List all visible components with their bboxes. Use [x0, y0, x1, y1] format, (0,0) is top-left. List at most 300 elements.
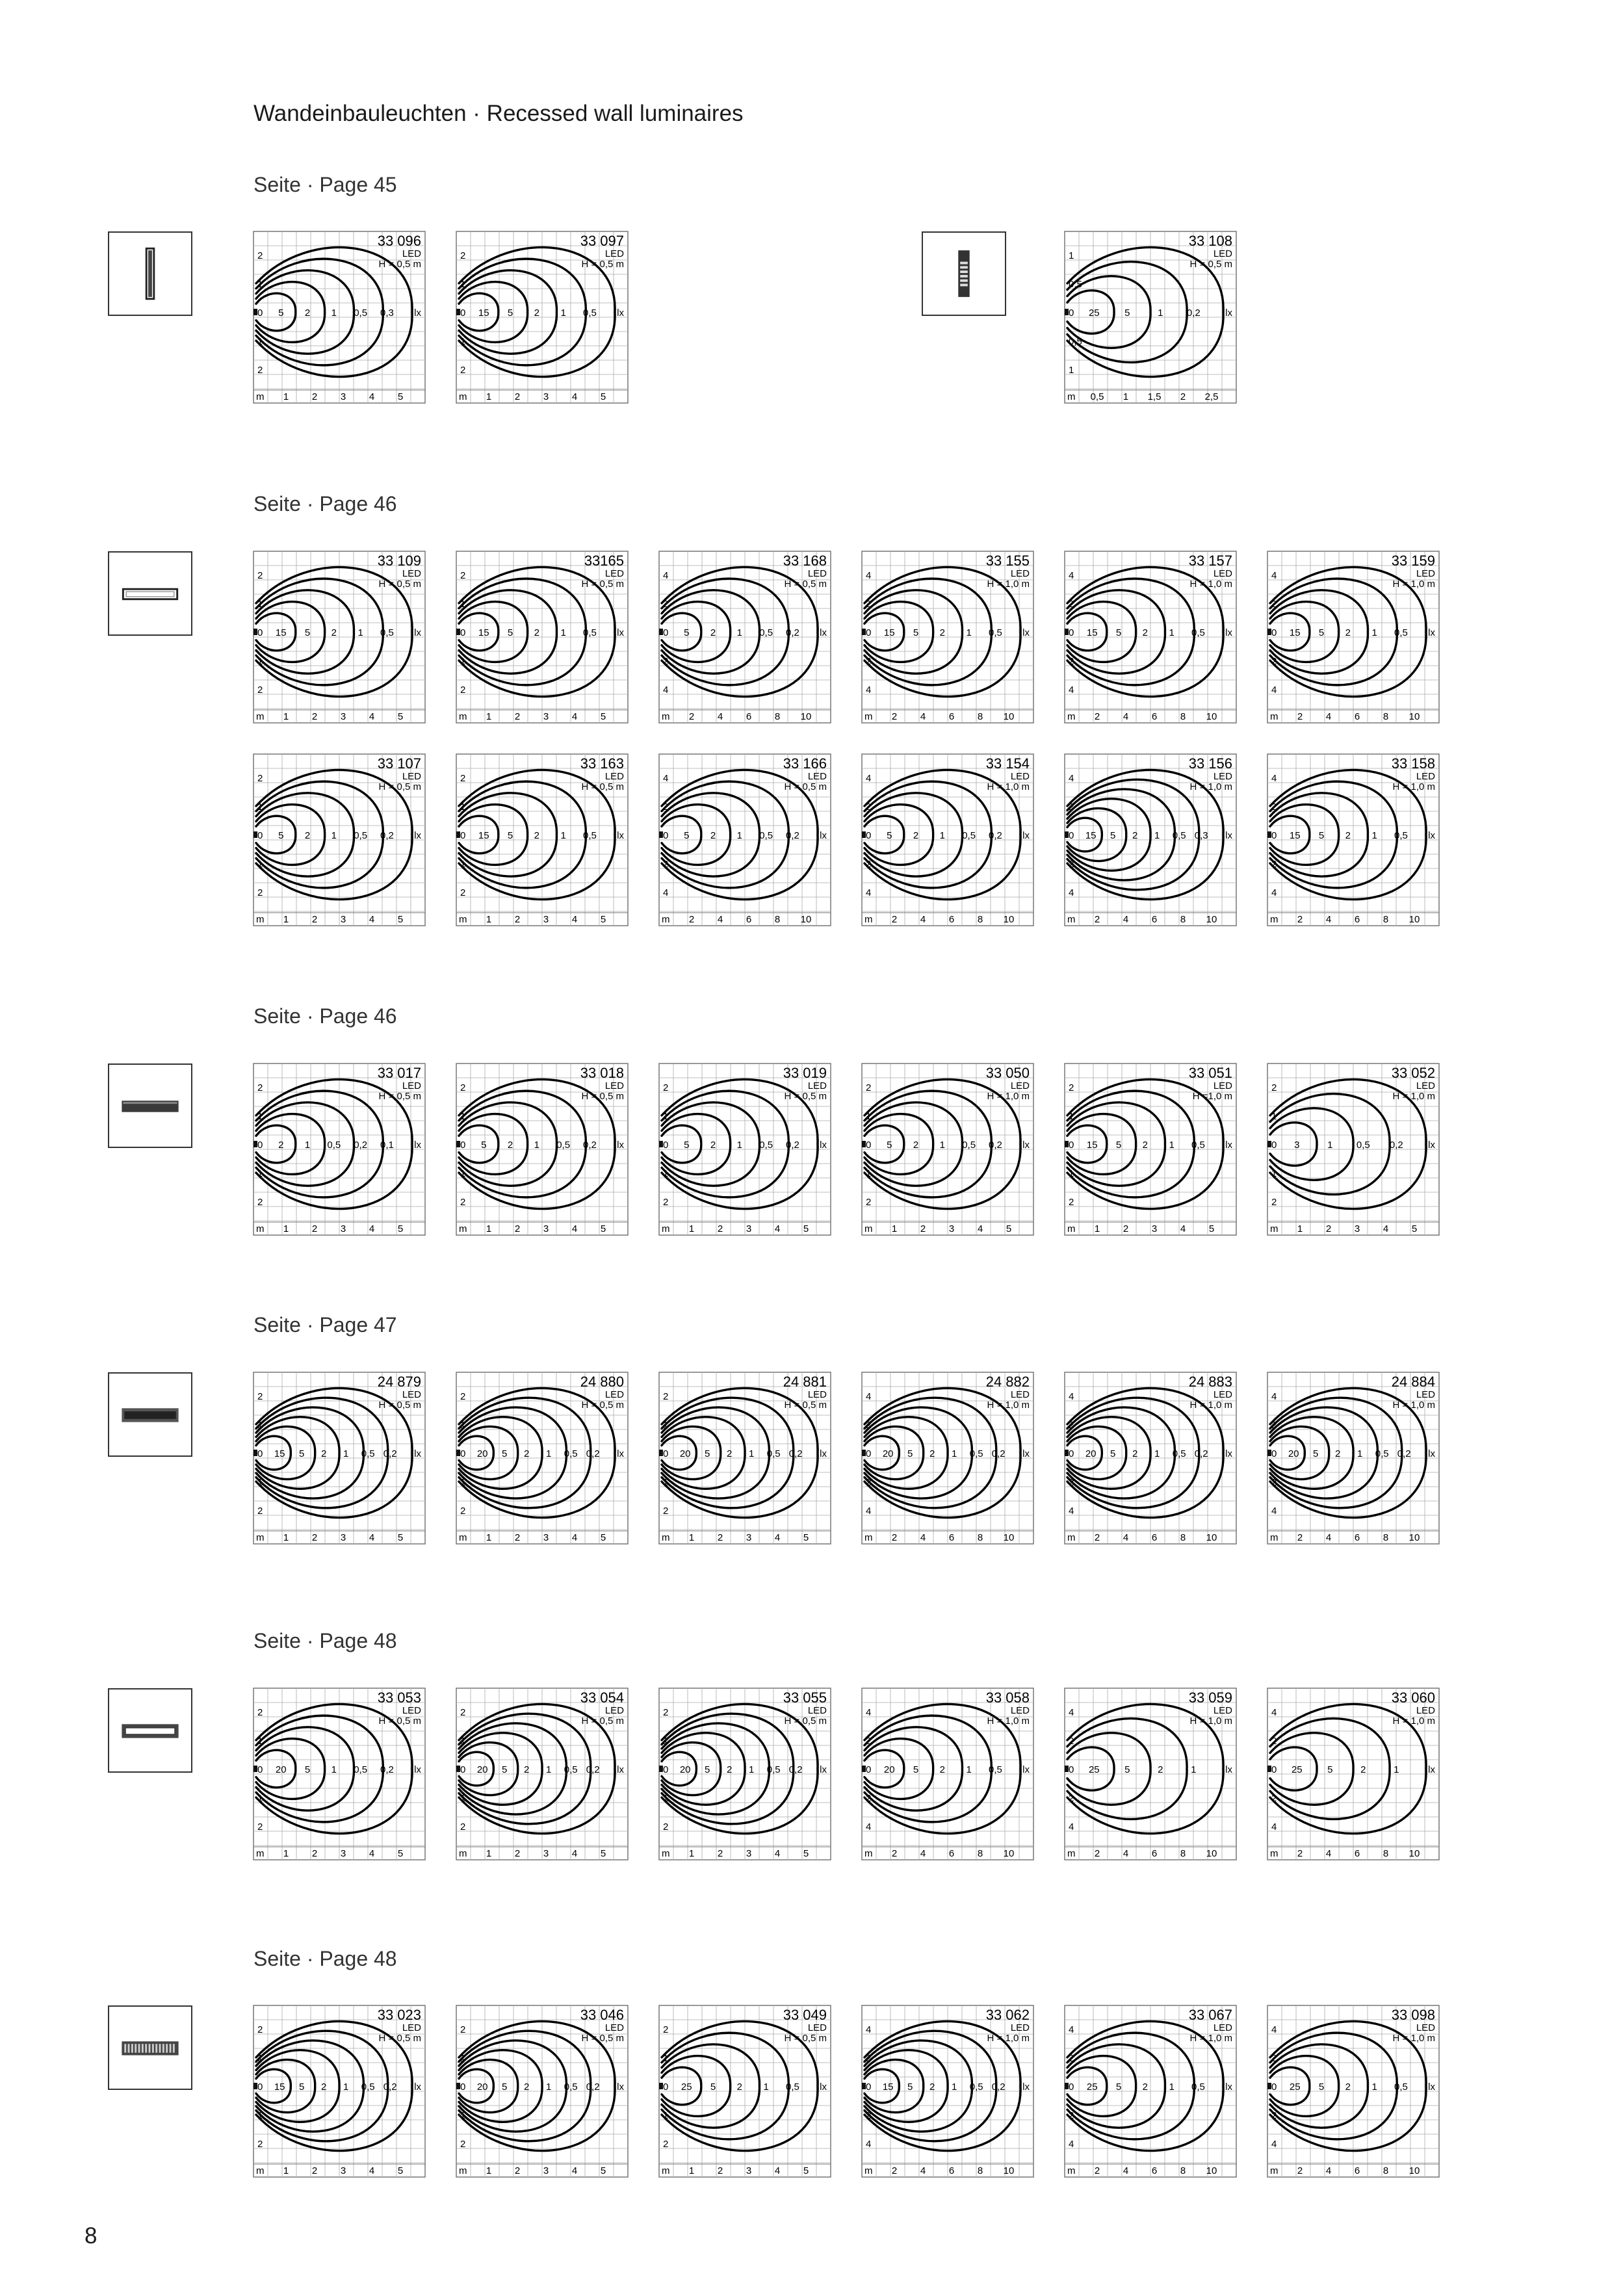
x-tick-label: 1	[688, 1532, 695, 1543]
y-tick-label: 2	[1271, 1420, 1277, 1431]
isolux-level-label: lx	[617, 2081, 624, 2093]
isolux-level-label: 5	[907, 1448, 913, 1459]
isolux-level-label: 1	[1357, 1448, 1363, 1459]
x-tick-label: 2	[717, 1532, 723, 1543]
x-tick-label: 4	[1123, 1532, 1129, 1543]
light-source-type: LED	[807, 1705, 827, 1716]
x-tick-label: 1	[688, 1223, 695, 1234]
isolux-level-label: 2	[710, 1140, 716, 1151]
x-tick-label: 5	[600, 1223, 606, 1234]
y-tick-label: 2	[866, 656, 872, 667]
y-tick-label: 2	[257, 2139, 263, 2150]
x-tick-label: m	[1067, 711, 1076, 722]
x-tick-label: m	[864, 2165, 873, 2176]
light-source-type: LED	[1010, 2022, 1030, 2033]
isolux-level-label: 5	[304, 627, 311, 638]
y-tick-label: 4	[1271, 1707, 1277, 1718]
y-tick-label: 2	[663, 859, 669, 870]
y-tick-label: 2	[1271, 2110, 1277, 2121]
mounting-height: H = 1,0 m	[1189, 781, 1232, 792]
x-tick-label: 0,5	[1090, 391, 1104, 402]
article-number: 33 109	[377, 553, 421, 569]
mounting-height: H = 1,0 m	[987, 1715, 1030, 1727]
light-source-type: LED	[807, 2022, 827, 2033]
mounting-height: H = 0,5 m	[1189, 259, 1232, 270]
isolux-level-label: 15	[1085, 830, 1097, 841]
isolux-level-label: 2	[939, 1764, 946, 1775]
isolux-diagram	[253, 551, 425, 723]
light-source-type: LED	[1213, 2022, 1232, 2033]
isolux-level-label: 0,2	[991, 1448, 1006, 1459]
y-tick-label: 0	[257, 627, 263, 638]
isolux-level-label: 2	[278, 1140, 284, 1151]
isolux-level-label: lx	[1428, 1140, 1435, 1151]
x-tick-label: 4	[571, 391, 578, 402]
x-tick-label: m	[1270, 711, 1279, 722]
y-tick-label: 4	[1271, 685, 1277, 696]
y-tick-label: 2	[460, 1391, 466, 1402]
isolux-level-label: 1	[357, 627, 363, 638]
isolux-level-label: 5	[913, 627, 919, 638]
isolux-level-label: 1	[331, 1764, 337, 1775]
x-tick-label: 2	[1297, 914, 1303, 925]
x-tick-label: 3	[543, 1848, 549, 1859]
x-tick-label: 2	[1325, 1223, 1332, 1234]
isolux-level-label: 1	[304, 1140, 311, 1151]
x-tick-label: 4	[1325, 711, 1332, 722]
isolux-level-label: 1	[1394, 1764, 1399, 1775]
y-tick-label: 2	[663, 1506, 669, 1517]
x-tick-label: 3	[543, 1532, 549, 1543]
x-tick-label: 3	[543, 1223, 549, 1234]
isolux-level-label: 2	[1142, 627, 1149, 638]
isolux-level-label: lx	[414, 627, 421, 638]
isolux-level-label: 1	[560, 307, 566, 319]
isolux-level-label: 1	[1154, 830, 1160, 841]
y-tick-label: 0	[460, 1140, 466, 1151]
y-tick-label: 1	[663, 1168, 669, 1179]
x-tick-label: m	[864, 1223, 873, 1234]
isolux-diagram	[1267, 1372, 1439, 1544]
isolux-level-label: lx	[617, 627, 624, 638]
y-tick-label: 2	[1069, 599, 1074, 610]
isolux-diagram	[456, 231, 628, 403]
y-tick-label: 1	[1069, 250, 1074, 261]
x-tick-label: 6	[1354, 1848, 1360, 1859]
isolux-level-label: 0,2	[1389, 1140, 1403, 1151]
light-source-type: LED	[1416, 1389, 1435, 1400]
article-number: 24 882	[985, 1374, 1030, 1390]
y-tick-label: 1	[460, 859, 466, 870]
x-tick-label: m	[1270, 1223, 1279, 1234]
isolux-level-label: 5	[502, 1764, 508, 1775]
x-tick-label: 2	[1297, 2165, 1303, 2176]
isolux-level-label: 2	[534, 830, 540, 841]
isolux-diagram	[456, 1063, 628, 1235]
isolux-diagram	[1065, 231, 1236, 403]
isolux-level-label: lx	[414, 1448, 421, 1459]
isolux-diagram	[456, 2005, 628, 2177]
x-tick-label: 2	[891, 711, 898, 722]
isolux-level-label: 2	[710, 627, 716, 638]
isolux-diagram	[1065, 1063, 1236, 1235]
x-tick-label: 5	[600, 711, 606, 722]
isolux-level-label: 20	[1288, 1448, 1299, 1459]
y-tick-label: 2	[257, 365, 263, 376]
light-source-type: LED	[1213, 1389, 1232, 1400]
isolux-level-label: 0,5	[759, 1140, 773, 1151]
y-tick-label: 4	[1069, 1506, 1074, 1517]
light-source-type: LED	[402, 568, 421, 579]
x-tick-label: 5	[397, 391, 404, 402]
x-tick-label: m	[256, 1223, 265, 1234]
x-tick-label: m	[662, 1848, 670, 1859]
isolux-level-label: lx	[1225, 2081, 1232, 2093]
x-tick-label: 2	[1094, 2165, 1100, 2176]
y-tick-label: 0	[1069, 1764, 1074, 1775]
light-source-type: LED	[604, 248, 624, 259]
y-tick-label: 0,5	[1069, 336, 1082, 347]
isolux-level-label: 20	[1085, 1448, 1097, 1459]
light-source-type: LED	[402, 771, 421, 782]
isolux-level-label: lx	[820, 830, 827, 841]
article-number: 33 058	[985, 1689, 1030, 1706]
isolux-level-label: lx	[1022, 830, 1030, 841]
x-tick-label: m	[1270, 1532, 1279, 1543]
y-tick-label: 1	[1271, 1168, 1277, 1179]
isolux-level-label: 5	[684, 627, 690, 638]
y-tick-label: 2	[257, 1391, 263, 1402]
x-tick-label: 2	[1094, 1532, 1100, 1543]
x-tick-label: 2	[311, 914, 318, 925]
x-tick-label: 4	[1383, 1223, 1389, 1234]
mounting-height: H = 0,5 m	[784, 2033, 827, 2044]
article-number: 33165	[584, 553, 624, 569]
y-tick-label: 2	[1271, 1793, 1277, 1804]
isolux-level-label: 2	[727, 1764, 733, 1775]
mounting-height: H = 0,5 m	[784, 1400, 827, 1411]
y-tick-label: 0	[1271, 1448, 1277, 1459]
x-tick-label: 5	[803, 1223, 809, 1234]
x-tick-label: 6	[746, 711, 752, 722]
light-source-type: LED	[1416, 771, 1435, 782]
y-tick-label: 2	[866, 1477, 872, 1488]
light-source-type: LED	[1213, 248, 1232, 259]
isolux-level-label: 0,5	[354, 1764, 368, 1775]
isolux-level-label: 1	[736, 830, 743, 841]
isolux-level-label: 5	[1318, 627, 1325, 638]
isolux-level-label: lx	[617, 1448, 624, 1459]
isolux-level-label: 0,5	[1394, 627, 1408, 638]
isolux-level-label: 0,5	[583, 830, 597, 841]
x-tick-label: 4	[1123, 1848, 1129, 1859]
isolux-level-label: 2	[929, 1448, 935, 1459]
isolux-level-label: lx	[1022, 627, 1030, 638]
y-tick-label: 4	[866, 685, 872, 696]
isolux-level-label: 5	[1124, 307, 1130, 319]
y-tick-label: 2	[1069, 1793, 1074, 1804]
article-number: 33 157	[1188, 553, 1232, 569]
x-tick-label: 4	[1325, 1532, 1332, 1543]
x-tick-label: m	[459, 391, 467, 402]
x-tick-label: m	[864, 1848, 873, 1859]
isolux-level-label: 0,5	[1394, 830, 1408, 841]
x-tick-label: 10	[1409, 1532, 1420, 1543]
isolux-level-label: 2	[524, 1764, 530, 1775]
x-tick-label: 3	[543, 2165, 549, 2176]
isolux-level-label: 20	[476, 2081, 488, 2093]
article-number: 33 163	[580, 755, 624, 772]
article-number: 33 166	[783, 755, 827, 772]
isolux-level-label: 5	[1313, 1448, 1319, 1459]
isolux-level-label: 0,1	[380, 1140, 394, 1151]
x-tick-label: 4	[1123, 914, 1129, 925]
y-tick-label: 2	[866, 802, 872, 813]
y-tick-label: 0	[257, 307, 263, 319]
y-tick-label: 2	[257, 250, 263, 261]
x-tick-label: 2	[1297, 711, 1303, 722]
y-tick-label: 4	[663, 570, 669, 581]
x-tick-label: 4	[1325, 2165, 1332, 2176]
isolux-level-label: 15	[274, 1448, 285, 1459]
y-tick-label: 2	[1271, 1477, 1277, 1488]
isolux-level-label: 5	[299, 1448, 305, 1459]
isolux-level-label: 15	[478, 830, 489, 841]
y-tick-label: 1	[663, 2110, 669, 2121]
isolux-level-label: 0,5	[354, 307, 368, 319]
isolux-level-label: 5	[913, 1764, 919, 1775]
x-tick-label: 4	[920, 2165, 926, 2176]
isolux-level-label: lx	[414, 1140, 421, 1151]
x-tick-label: 6	[1354, 711, 1360, 722]
x-tick-label: m	[1270, 2165, 1279, 2176]
x-tick-label: 2	[1297, 1532, 1303, 1543]
isolux-level-label: 1	[1154, 1448, 1160, 1459]
y-tick-label: 4	[1271, 1391, 1277, 1402]
x-tick-label: 4	[774, 1848, 781, 1859]
y-tick-label: 0	[1271, 627, 1277, 638]
isolux-level-label: 1	[1158, 307, 1163, 319]
isolux-level-label: 1	[952, 1448, 957, 1459]
x-tick-label: m	[1067, 391, 1076, 402]
vertical-slot-luminaire-icon	[108, 231, 192, 316]
y-tick-label: 4	[866, 1506, 872, 1517]
isolux-level-label: 5	[710, 2081, 716, 2093]
x-tick-label: 1	[283, 914, 289, 925]
y-tick-label: 0	[663, 1448, 669, 1459]
horizontal-frame-luminaire-icon	[108, 551, 192, 636]
x-tick-label: 1,5	[1147, 391, 1162, 402]
x-tick-label: 8	[977, 1848, 983, 1859]
article-number: 33 107	[377, 755, 421, 772]
article-number: 33 156	[1188, 755, 1232, 772]
x-tick-label: 3	[543, 711, 549, 722]
x-tick-label: 3	[543, 391, 549, 402]
x-tick-label: 6	[746, 914, 752, 925]
light-source-type: LED	[1213, 771, 1232, 782]
article-number: 24 881	[783, 1374, 827, 1390]
mounting-height: H = 1,0 m	[987, 1091, 1030, 1102]
y-tick-label: 1	[866, 1168, 872, 1179]
article-number: 33 062	[985, 2007, 1030, 2023]
y-tick-label: 2	[663, 1391, 669, 1402]
x-tick-label: m	[864, 914, 873, 925]
y-tick-label: 0	[663, 627, 669, 638]
isolux-level-label: 15	[1289, 830, 1301, 841]
y-tick-label: 2	[1271, 656, 1277, 667]
x-tick-label: 6	[948, 1848, 955, 1859]
section-label: Seite · Page 48	[253, 1947, 397, 1970]
isolux-level-label: 0,3	[1194, 830, 1208, 841]
x-tick-label: 1	[283, 711, 289, 722]
x-tick-label: 2	[1094, 711, 1100, 722]
y-tick-label: 2	[460, 1082, 466, 1093]
x-tick-label: m	[459, 1532, 467, 1543]
y-tick-label: 2	[257, 1821, 263, 1833]
isolux-level-label: 25	[1086, 2081, 1098, 2093]
isolux-diagram	[1065, 754, 1236, 926]
light-source-type: LED	[402, 2022, 421, 2033]
y-tick-label: 1	[1069, 1168, 1074, 1179]
article-number: 33 067	[1188, 2007, 1232, 2023]
article-number: 33 054	[580, 1689, 624, 1706]
isolux-level-label: 0,5	[1356, 1140, 1370, 1151]
section-label: Seite · Page 45	[253, 173, 397, 196]
light-source-type: LED	[402, 1080, 421, 1091]
x-tick-label: 10	[1409, 2165, 1420, 2176]
x-tick-label: 4	[571, 2165, 578, 2176]
article-number: 33 158	[1391, 755, 1435, 772]
y-tick-label: 2	[866, 2110, 872, 2121]
isolux-level-label: lx	[414, 1764, 421, 1775]
x-tick-label: 2	[891, 1532, 898, 1543]
x-tick-label: 5	[600, 391, 606, 402]
isolux-level-label: 0,5	[583, 307, 597, 319]
article-number: 33 052	[1391, 1065, 1435, 1081]
x-tick-label: 4	[1123, 2165, 1129, 2176]
y-tick-label: 4	[866, 2024, 872, 2035]
x-tick-label: m	[1067, 914, 1076, 925]
x-tick-label: 8	[977, 1532, 983, 1543]
x-tick-label: m	[1067, 1532, 1076, 1543]
isolux-level-label: 1	[546, 1448, 552, 1459]
isolux-diagram	[862, 1063, 1033, 1235]
x-tick-label: 4	[571, 711, 578, 722]
x-tick-label: 4	[369, 1223, 375, 1234]
isolux-level-label: 3	[1294, 1140, 1300, 1151]
isolux-level-label: 20	[476, 1448, 488, 1459]
isolux-level-label: 1	[736, 627, 743, 638]
isolux-level-label: 0,2	[383, 1448, 397, 1459]
isolux-level-label: 2	[331, 627, 337, 638]
light-source-type: LED	[807, 1389, 827, 1400]
y-tick-label: 4	[1271, 2139, 1277, 2150]
y-tick-label: 2	[1271, 1082, 1277, 1093]
x-tick-label: m	[1067, 2165, 1076, 2176]
x-tick-label: 1	[283, 1848, 289, 1859]
x-tick-label: 10	[1206, 2165, 1217, 2176]
y-tick-label: 0	[1069, 1140, 1074, 1151]
x-tick-label: 1	[283, 1532, 289, 1543]
x-tick-label: 1	[486, 1223, 492, 1234]
isolux-level-label: 0,2	[1194, 1448, 1208, 1459]
isolux-level-label: 25	[1088, 1764, 1100, 1775]
x-tick-label: 1	[891, 1223, 898, 1234]
x-tick-label: 1	[688, 2165, 695, 2176]
y-tick-label: 0	[866, 1448, 872, 1459]
x-tick-label: 4	[774, 2165, 781, 2176]
isolux-level-label: 0,5	[361, 2081, 375, 2093]
light-source-type: LED	[604, 1080, 624, 1091]
isolux-level-label: 5	[887, 1140, 892, 1151]
y-tick-label: 2	[257, 773, 263, 784]
y-tick-label: 0	[257, 1764, 263, 1775]
isolux-diagram	[253, 1688, 425, 1860]
isolux-diagram	[253, 2005, 425, 2177]
isolux-diagram	[1065, 1372, 1236, 1544]
isolux-level-label: lx	[820, 627, 827, 638]
isolux-level-label: 25	[1291, 1764, 1303, 1775]
y-tick-label: 0	[866, 2081, 872, 2093]
isolux-level-label: 5	[1115, 2081, 1122, 2093]
article-number: 33 051	[1188, 1065, 1232, 1081]
x-tick-label: 1	[486, 711, 492, 722]
mounting-height: H = 1,0 m	[1392, 1400, 1435, 1411]
isolux-level-label: 1	[749, 1764, 755, 1775]
isolux-level-label: 5	[684, 1140, 690, 1151]
section-label: Seite · Page 48	[253, 1629, 397, 1652]
isolux-diagram	[862, 2005, 1033, 2177]
light-source-type: LED	[1416, 568, 1435, 579]
y-tick-label: 2	[1069, 1420, 1074, 1431]
mounting-height: H = 0,5 m	[581, 781, 624, 792]
isolux-level-label: 0,2	[991, 2081, 1006, 2093]
x-tick-label: 8	[1383, 1532, 1389, 1543]
x-tick-label: 3	[543, 914, 549, 925]
mounting-height: H = 1,0 m	[1392, 781, 1435, 792]
x-tick-label: 6	[948, 711, 955, 722]
page-title: Wandeinbauleuchten · Recessed wall luminaires	[253, 101, 744, 126]
y-tick-label: 0	[460, 830, 466, 841]
isolux-level-label: 5	[304, 1764, 311, 1775]
x-tick-label: 4	[369, 391, 375, 402]
isolux-diagram	[659, 2005, 831, 2177]
isolux-level-label: 0,5	[380, 627, 394, 638]
isolux-level-label: 1	[343, 2081, 349, 2093]
x-tick-label: 2	[311, 711, 318, 722]
x-tick-label: 6	[948, 1532, 955, 1543]
isolux-level-label: 5	[1115, 1140, 1122, 1151]
x-tick-label: 5	[600, 914, 606, 925]
y-tick-label: 4	[1271, 1506, 1277, 1517]
isolux-diagram	[253, 231, 425, 403]
y-tick-label: 2	[663, 656, 669, 667]
y-tick-label: 1	[460, 802, 466, 813]
y-tick-label: 1	[257, 1420, 263, 1431]
y-tick-label: 1	[460, 336, 466, 347]
y-tick-label: 2	[866, 2053, 872, 2064]
article-number: 33 017	[377, 1065, 421, 1081]
x-tick-label: 5	[397, 711, 404, 722]
y-tick-label: 0	[866, 627, 872, 638]
isolux-level-label: 5	[705, 1448, 710, 1459]
isolux-level-label: 5	[507, 627, 513, 638]
x-tick-label: 4	[369, 914, 375, 925]
light-source-type: LED	[1416, 1080, 1435, 1091]
isolux-level-label: 2	[939, 627, 946, 638]
y-tick-label: 4	[1069, 1391, 1074, 1402]
x-tick-label: 2	[1094, 1848, 1100, 1859]
